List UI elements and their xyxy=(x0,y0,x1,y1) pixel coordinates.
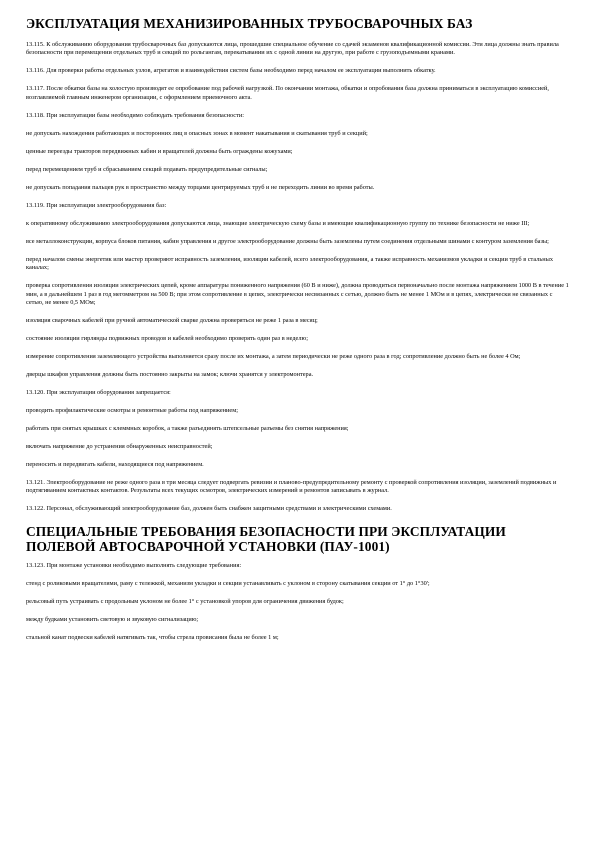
paragraph-13-117: 13.117. После обкатки базы на холостую производят ее опробование под рабочей нагрузкой. По окончании монтажа, обкатки и опробования база должна приниматься в эксплуатацию комиссией, возглавляемой главным инженером организации, с оформлением приемочного акта. xyxy=(26,85,549,101)
paragraph-13-123: 13.123. При монтаже установки необходимо выполнять следующие требования: xyxy=(26,561,242,569)
paragraph-13-122: 13.122. Персонал, обслуживающий электрооборудование баз, должен быть снабжен защитными средствами и электрическими схемами. xyxy=(26,505,392,513)
list-item: измерение сопротивления заземляющего устройства выполняется сразу после их монтажа, а затем периодически не реже одного раза в год; сопротивление должно быть не более 4 Ом; xyxy=(26,353,521,361)
list-item: не допускать нахождения работающих и посторонних лиц в опасных зонах в момент накатывания и скатывания труб и секций; xyxy=(26,129,368,137)
section-title-line-2: ПОЛЕВОЙ АВТОСВАРОЧНОЙ УСТАНОВКИ (ПАУ-1001) xyxy=(26,538,390,554)
section-title-pau-1001 xyxy=(26,524,569,554)
paragraph-13-121: 13.121. Электрооборудование не реже одного раза в три месяца следует подвергать ревизии и планово-предупредительному ремонту с проверкой сопротивления изоляции, заземлений подвижных и подтягиванием контактных контактов. Результаты всех текущих осмотров, электрических измерений и ремонтов записывать в журнал. xyxy=(26,479,557,495)
paragraph-13-115: 13.115. К обслуживанию оборудования трубосварочных баз допускаются лица, прошедшие специальное обучение со сдачей экзаменов квалификационной комиссии. Эти лица должны знать правила безопасности при перемещении отдельных труб и секций по рольгангам, перекатывании их с одной линии на другую, при работе с грузоподъемными кранами. xyxy=(26,41,559,57)
list-item: между будками установить световую и звуковую сигнализацию; xyxy=(26,615,199,623)
list-item: дверцы шкафов управления должны быть постоянно закрыты на замок; ключи хранятся у электромонтера. xyxy=(26,371,314,379)
paragraph-13-120: 13.120. При эксплуатации оборудования запрещается: xyxy=(26,389,171,397)
list-item: стальной канат подвески кабелей натягивать так, чтобы стрела провисания была не более 1 м; xyxy=(26,633,279,641)
list-item: переносить и передвигать кабели, находящиеся под напряжением. xyxy=(26,461,204,469)
list-item: перед началом смены энергетик или мастер проверяют исправность заземления, изоляции кабелей, всего электрооборудования, а также исправность механизмов укладки и секции труб в стальных каналах; xyxy=(26,255,553,272)
list-item: проверка сопротивления изоляции электрических цепей, кроме аппаратуры пониженного напряжения (60 В и ниже), должна проводиться первоначально после монтажа напряжением 1000 В в течение 1 мин, а в дальнейшем 1 раз в год мегомметром на 500 В; при этом сопротивление в цепях, электрически несвязанных с сетью, должно быть не менее 1 МОм и в цепях, электрически не связанных с сетью, не менее 0,5 МОм; xyxy=(26,282,569,307)
list-item: включать напряжение до устранения обнаруженных неисправностей; xyxy=(26,443,213,451)
section-body-pipe-welding-bases xyxy=(26,41,569,514)
list-item: стенд с роликовыми вращателями, раму с тележкой, механизм укладки и секции устанавливать с уклоном в сторону скатывания секции от 1° до 1°30'; xyxy=(26,579,430,587)
list-item: изоляция сварочных кабелей при ручной автоматической сварке должна проверяться не реже 1 раза в месяц; xyxy=(26,317,318,325)
section-body-pau-1001 xyxy=(26,562,569,642)
section-title-line-1: СПЕЦИАЛЬНЫЕ ТРЕБОВАНИЯ БЕЗОПАСНОСТИ ПРИ ЭКСПЛУАТАЦИИ xyxy=(26,523,506,539)
list-item: рельсовый путь устраивать с продольным уклоном не более 1° с установкой упоров для ограничения движения будок; xyxy=(26,597,344,605)
paragraph-13-116: 13.116. Для проверки работы отдельных узлов, агрегатов и взаимодействия систем базы необходимо перед началом ее эксплуатации выполнить обкатку. xyxy=(26,67,436,75)
list-item: проводить профилактические осмотры и ремонтные работы под напряжением; xyxy=(26,407,238,415)
list-item: к оперативному обслуживанию электрооборудования допускаются лица, знающие электрическую схему базы и имеющие квалификационную группу по технике безопасности не ниже III; xyxy=(26,219,530,227)
list-item: ценные переезды тракторов передвижных кабин и вращателей должны быть ограждены кожухами; xyxy=(26,147,293,155)
paragraph-13-119: 13.119. При эксплуатации электрооборудования баз: xyxy=(26,201,167,209)
list-item: все металлоконструкции, корпуса блоков питания, кабин управления и другое электрооборудование должны быть заземлены путем соединения отдельными шинами с контуром заземления базы; xyxy=(26,237,549,245)
list-item: работать при снятых крышках с клеммных коробок, а также разъединять штепсельные разъемы без снятия напряжения; xyxy=(26,425,349,433)
list-item: состояние изоляции гирлянды подвижных проводов и кабелей необходимо проверять один раз в неделю; xyxy=(26,335,308,343)
paragraph-13-118: 13.118. При эксплуатации базы необходимо соблюдать требования безопасности: xyxy=(26,111,244,119)
list-item: перед перемещением труб и сбрасыванием секций подавать предупредительные сигналы; xyxy=(26,165,268,173)
list-item: не допускать попадания пальцев рук в пространство между торцами центрируемых труб и не переходить линии во время работы. xyxy=(26,183,375,191)
section-title-pipe-welding-bases: ЭКСПЛУАТАЦИЯ МЕХАНИЗИРОВАННЫХ ТРУБОСВАРОЧНЫХ БАЗ xyxy=(26,16,473,31)
